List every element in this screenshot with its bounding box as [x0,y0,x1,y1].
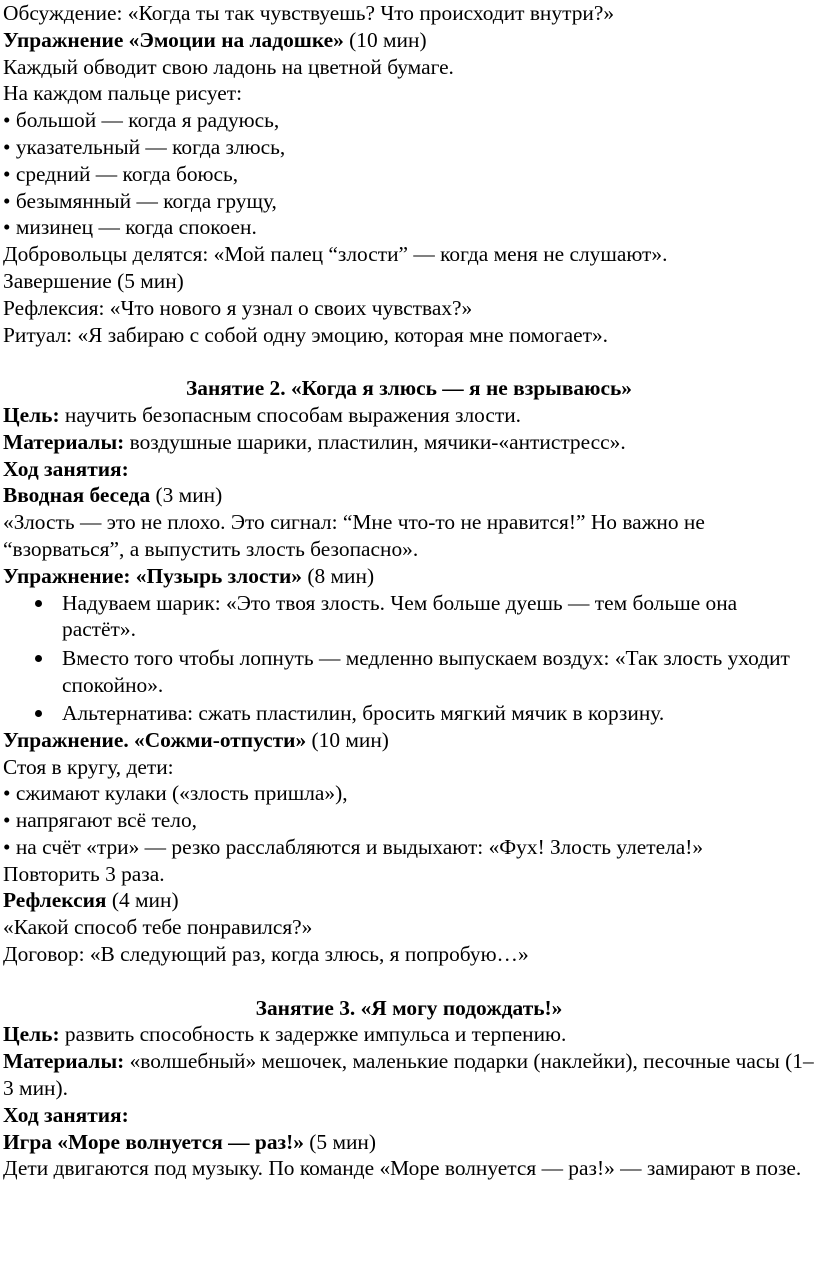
intro-heading [3,482,815,509]
list-item: Альтернатива: сжать пластилин, бросить мягкий мячик в корзину. [33,700,815,727]
bubble-list [3,590,815,727]
lesson3-materials [3,1048,815,1102]
bubble-label: Упражнение: «Пузырь злости» [3,563,302,588]
exercise-time: (10 мин) [343,27,427,52]
intro-time: (3 мин) [150,483,223,508]
game-heading [3,1129,815,1156]
finger-item: • безымянный — когда грущу, [3,188,277,213]
reflection-label: Рефлексия [3,888,107,913]
agreement-line: Договор: «В следующий раз, когда злюсь, я попробую…» [3,942,529,967]
goal-text: научить безопасным способам выражения злости. [59,402,521,427]
reflection-time: (4 мин) [106,888,179,913]
intro-label: Вводная беседа [3,483,151,508]
materials-label: Материалы: [3,1049,125,1074]
squeeze-item: • напрягают всё тело, [3,808,198,833]
materials-text: воздушные шарики, пластилин, мячики-«антистресс». [124,429,626,454]
ritual-line: Ритуал: «Я забираю с собой одну эмоцию, которая мне помогает». [3,322,609,347]
list-item: Вместо того чтобы лопнуть — медленно выпускаем воздух: «Так злость уходит спокойно». [33,645,815,699]
squeeze-intro: Стоя в кругу, дети: [3,754,174,779]
squeeze-time: (10 мин) [306,727,389,752]
squeeze-item: • на счёт «три» — резко расслабляются и выдыхают: «Фух! Злость улетела!» [3,834,704,859]
ending-line: Завершение (5 мин) [3,268,184,293]
game-time: (5 мин) [303,1129,377,1154]
finger-item: • мизинец — когда спокоен. [3,215,257,240]
goal-label: Цель: [3,402,60,427]
exercise-heading [3,27,815,54]
reflection-heading [3,887,815,914]
discussion-line: Обсуждение: «Когда ты так чувствуешь? Что происходит внутри?» [3,1,615,25]
goal-label: Цель: [3,1022,60,1047]
spacer [3,348,815,375]
squeeze-label: Упражнение. «Сожми-отпусти» [3,727,307,752]
exercise-title: Упражнение «Эмоции на ладошке» [3,27,344,52]
lesson2-goal [3,402,815,429]
lesson2-title: Занятие 2. «Когда я злюсь — я не взрываюсь» [186,376,632,401]
finger-item: • указательный — когда злюсь, [3,134,286,159]
lesson2-course: Ход занятия: [3,456,129,481]
list-item: Надуваем шарик: «Это твоя злость. Чем больше дуешь — тем больше она растёт». [33,590,815,644]
repeat-line: Повторить 3 раза. [3,861,165,886]
lesson3-goal [3,1021,815,1048]
finger-item: • большой — когда я радуюсь, [3,108,280,133]
lesson3-course: Ход занятия: [3,1102,129,1127]
game-text: Дети двигаются под музыку. По команде «Море волнуется — раз!» — замирают в позе. [3,1156,802,1181]
paragraph-line: На каждом пальце рисует: [3,81,243,106]
reflection-line: Рефлексия: «Что нового я узнал о своих чувствах?» [3,295,473,320]
bubble-time: (8 мин) [302,563,375,588]
question-line: «Какой способ тебе понравился?» [3,915,313,940]
spacer [3,968,815,995]
game-label: Игра «Море волнуется — раз!» [3,1129,304,1154]
goal-text: развить способность к задержке импульса и терпению. [59,1022,567,1047]
squeeze-item: • сжимают кулаки («злость пришла»), [3,781,348,806]
materials-label: Материалы: [3,429,125,454]
materials-text: «волшебный» мешочек, маленькие подарки (наклейки), песочные часы (1–3 мин). [3,1049,814,1101]
lesson3-title: Занятие 3. «Я могу подождать!» [255,995,563,1020]
bubble-heading [3,563,815,590]
lesson2-materials [3,429,815,456]
squeeze-heading [3,727,815,754]
intro-text: «Злость — это не плохо. Это сигнал: “Мне что-то не нравится!” Но важно не “взорваться”, а выпустить злость безопасно». [3,510,705,561]
paragraph-line: Каждый обводит свою ладонь на цветной бумаге. [3,54,454,79]
finger-item: • средний — когда боюсь, [3,161,239,186]
volunteers-line: Добровольцы делятся: «Мой палец “злости” — когда меня не слушают». [3,242,668,267]
